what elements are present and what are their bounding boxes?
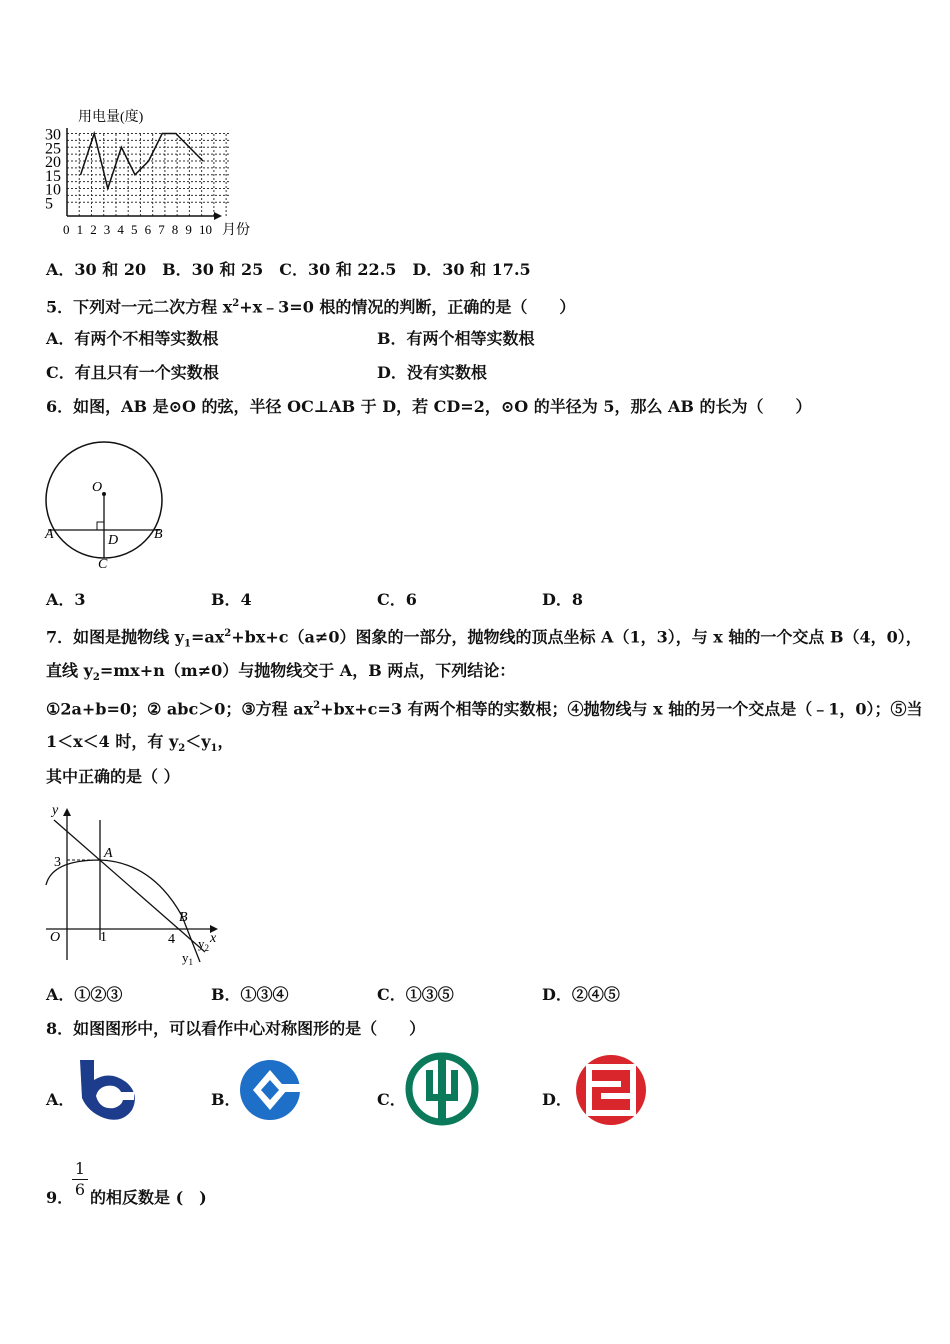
logo-a-shape xyxy=(80,1060,135,1120)
graph-y1-label xyxy=(182,950,193,967)
logo-b-gap xyxy=(281,1084,303,1092)
q7-option-c: C．①③⑤ xyxy=(377,985,454,1004)
q7-l1-sub: 1 xyxy=(184,638,191,650)
chart-x-arrow xyxy=(214,212,222,220)
chart-ylabel: 用电量(度) xyxy=(78,110,144,125)
label-d: D xyxy=(108,533,119,548)
q8-option-a: A． xyxy=(46,1090,75,1109)
q7-l1-a: 7．如图是抛物线 y xyxy=(46,627,185,647)
q6-option-c: C．6 xyxy=(377,590,417,609)
q9-numerator: 1 xyxy=(74,1159,86,1178)
parabola-y1 xyxy=(46,860,200,962)
graph-y-label: y xyxy=(52,803,59,818)
label-c: C xyxy=(98,557,108,572)
q8-option-b: B． xyxy=(211,1090,241,1109)
graph-y-arrow xyxy=(63,808,71,816)
electricity-chart xyxy=(40,104,260,244)
q7-l4-c: ， xyxy=(217,732,234,751)
q4-options: A．30 和 20 B．30 和 25 C．30 和 22.5 D．30 和 17.5 xyxy=(46,260,531,279)
chart-xlabel: 月份 xyxy=(222,223,250,238)
q7-line-5: 其中正确的是（ ） xyxy=(46,767,180,786)
logo-d-icon xyxy=(572,1053,650,1127)
q7-option-b: B．①③④ xyxy=(211,985,289,1004)
chart-ytick-label: 30 xyxy=(45,126,61,144)
label-o: O xyxy=(92,480,103,495)
q9-denominator: 6 xyxy=(74,1180,86,1199)
q7-l3-b: +bx+c=3 有两个相等的实数根；④抛物线与 x 轴的另一个交点是（﹣1，0）；⑤当 xyxy=(320,699,923,719)
circle-figure xyxy=(42,434,172,574)
logo-c-icon xyxy=(404,1050,480,1128)
line-y2 xyxy=(54,820,205,952)
q7-l4-a: 1＜x＜4 时，有 y xyxy=(46,732,179,751)
chart-xticks xyxy=(63,222,212,237)
q7-line-4 xyxy=(46,732,234,759)
q7-l4-sub2: 1 xyxy=(210,743,218,755)
q5-stem-sup: 2 xyxy=(232,298,240,309)
label-b: B xyxy=(154,527,163,542)
chart-xtick-label: 4 xyxy=(117,222,124,237)
q7-line-2 xyxy=(46,661,515,688)
q6-stem: 6．如图，AB 是⊙O 的弦，半径 OC⊥AB 于 D，若 CD=2，⊙O 的半径为 5，那么 AB 的长为（ ） xyxy=(46,397,812,416)
chart-xtick-label: 9 xyxy=(185,222,192,237)
q7-l1-b: =ax xyxy=(190,627,225,647)
q7-l3-sup: 2 xyxy=(313,700,321,711)
q5-option-d: D．没有实数根 xyxy=(377,363,487,382)
q8-stem: 8．如图图形中，可以看作中心对称图形的是（ ） xyxy=(46,1019,426,1038)
q7-l4-b: ＜y xyxy=(185,732,211,751)
graph-four-label: 4 xyxy=(168,932,175,947)
q8-option-d: D． xyxy=(542,1090,572,1109)
graph-b-label: B xyxy=(179,910,188,925)
graph-a-label: A xyxy=(104,846,113,861)
q8-option-c: C． xyxy=(377,1090,406,1109)
q7-l2-sub: 2 xyxy=(92,672,100,684)
chart-ytick-label: 10 xyxy=(45,181,61,199)
q7-option-d: D．②④⑤ xyxy=(542,985,620,1004)
q7-option-a: A．①②③ xyxy=(46,985,123,1004)
q6-option-b: B．4 xyxy=(211,590,252,609)
chart-xtick-label: 5 xyxy=(131,222,138,237)
q5-option-a: A．有两个不相等实数根 xyxy=(46,329,219,348)
q5-option-b: B．有两个相等实数根 xyxy=(377,329,535,348)
q6-option-d: D．8 xyxy=(542,590,584,609)
graph-y2-label xyxy=(198,936,209,953)
label-a: A xyxy=(45,527,54,542)
chart-ytick-label: 25 xyxy=(45,140,61,158)
q7-l2-b: =mx+n（m≠0）与抛物线交于 A，B 两点，下列结论： xyxy=(99,661,516,680)
logo-a-icon xyxy=(74,1054,146,1126)
chart-xtick-label: 3 xyxy=(103,222,111,237)
q7-line-1 xyxy=(46,624,922,655)
q7-l1-sup: 2 xyxy=(224,628,232,639)
chart-xtick-label: 1 xyxy=(76,222,84,237)
q5-option-c: C．有且只有一个实数根 xyxy=(46,363,219,382)
q7-l1-c: +bx+c（a≠0）图象的一部分，抛物线的顶点坐标 A（1，3），与 x 轴的一个交点 B（4，0）， xyxy=(231,627,922,647)
logo-c-stem xyxy=(438,1056,446,1122)
right-angle-mark xyxy=(97,522,104,530)
q7-l4-sub1: 2 xyxy=(178,743,186,755)
q9-fraction xyxy=(72,1160,88,1199)
q9-number: 9． xyxy=(46,1188,74,1207)
graph-y1-text: y xyxy=(182,950,189,965)
q5-stem-b: +x﹣3=0 根的情况的判断，正确的是（ ） xyxy=(239,297,576,317)
q9-text: 的相反数是 ( ) xyxy=(90,1188,207,1207)
chart-xtick-label: 0 xyxy=(63,222,70,237)
graph-three-label: 3 xyxy=(54,855,61,870)
q7-line-3 xyxy=(46,696,922,719)
chart-ytick-label: 15 xyxy=(45,167,61,185)
graph-origin-label: O xyxy=(50,930,61,945)
q5-stem-a: 5．下列对一元二次方程 x xyxy=(46,297,233,317)
chart-xtick-label: 2 xyxy=(90,222,97,237)
q5-stem xyxy=(46,294,575,317)
chart-xtick-label: 8 xyxy=(171,222,179,237)
chart-xtick-label: 6 xyxy=(144,222,152,237)
chart-xtick-label: 10 xyxy=(199,222,212,237)
chart-xtick-label: 7 xyxy=(158,222,165,237)
graph-one-label: 1 xyxy=(100,930,107,945)
chart-ytick-label: 5 xyxy=(45,195,53,213)
logo-c-crossbar xyxy=(426,1094,458,1101)
parabola-figure xyxy=(42,800,227,970)
chart-yticks xyxy=(45,127,61,213)
graph-y1-sub: 1 xyxy=(188,957,193,967)
center-point xyxy=(102,492,106,496)
chart-grid xyxy=(67,134,230,217)
graph-y2-text: y xyxy=(198,936,205,951)
logo-b-icon xyxy=(237,1054,303,1126)
graph-x-label: x xyxy=(210,931,217,946)
chart-ytick-label: 20 xyxy=(45,154,61,171)
q6-option-a: A．3 xyxy=(46,590,86,609)
logo-a-bar xyxy=(114,1092,134,1100)
graph-y2-sub: 2 xyxy=(204,943,209,953)
q7-l3-a: ①2a+b=0；② abc＞0；③方程 ax xyxy=(46,699,314,719)
q7-l2-a: 直线 y xyxy=(46,661,93,680)
